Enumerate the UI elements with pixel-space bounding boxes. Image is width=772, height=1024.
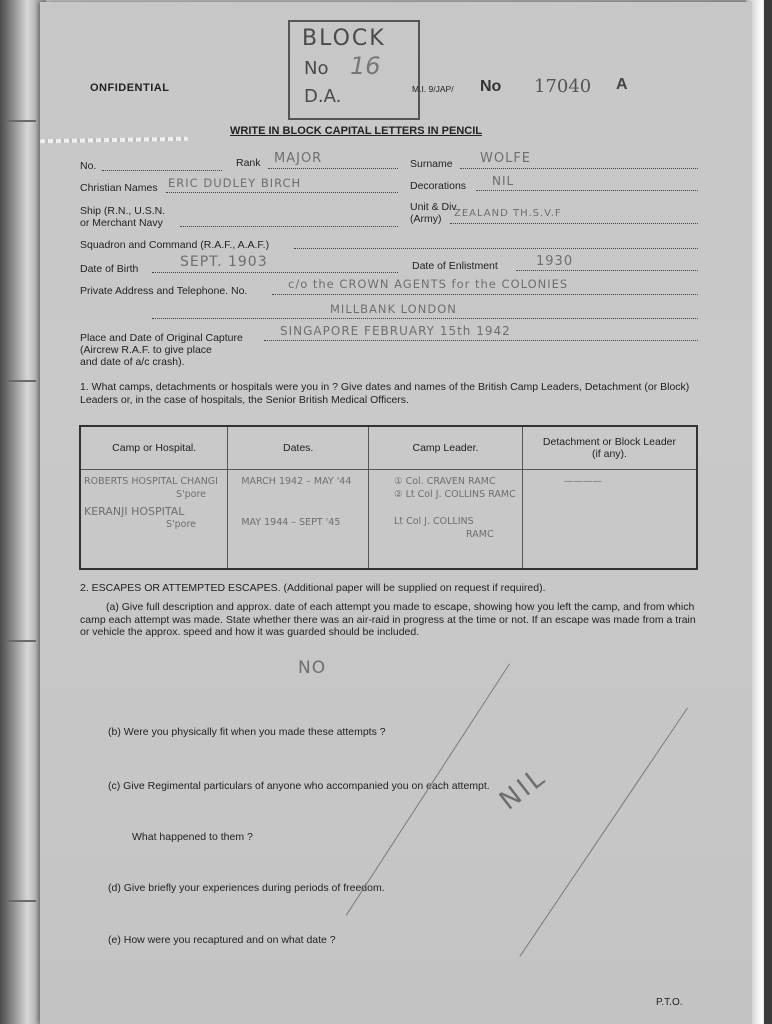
header-dates: Dates. (228, 426, 369, 470)
address-value-1: c/o the CROWN AGENTS for the COLONIES (288, 277, 569, 291)
serial-suffix: A (616, 76, 628, 93)
decorations-value: NIL (492, 174, 515, 188)
pto-label: P.T.O. (656, 997, 683, 1008)
number-label: No (480, 78, 502, 95)
camp-leader-cell: ① Col. CRAVEN RAMC ② Lt Col J. COLLINS RAMC Lt Col J. COLLINS RAMC (369, 470, 523, 570)
unit-value: ZEALAND TH.S.V.F (454, 208, 562, 219)
decorations-label: Decorations (410, 180, 467, 192)
detachment-leader-cell: ———— (522, 470, 697, 570)
ship-label-2: or Merchant Navy (80, 217, 163, 229)
stamp-line3: D.A. (304, 86, 342, 107)
capture-label-2: (Aircrew R.A.F. to give place (80, 344, 212, 356)
christian-names-label: Christian Names (80, 182, 158, 194)
question-2c-followup: What happened to them ? (132, 831, 253, 843)
question-2d: (d) Give briefly your experiences during periods of freedom. (108, 882, 385, 894)
rank-label: Rank (236, 157, 261, 169)
rank-value: MAJOR (274, 151, 323, 166)
unit-label-1: Unit & Div. (410, 201, 459, 213)
address-label: Private Address and Telephone. No. (80, 285, 248, 297)
pencil-stroke (519, 707, 688, 956)
question-2e: (e) How were you recaptured and on what date ? (108, 934, 336, 946)
question-2a: (a) Give full description and approx. date of each attempt you made to escape, showing how you left the camp, and from which camp each attempt was made. State whether there was an air-raid in progress at the time or not. If an escape was made from a train or vehicle the approx. speed and how it was guarded should be included. (80, 601, 696, 638)
squadron-label: Squadron and Command (R.A.F., A.A.F.) (80, 239, 270, 251)
capture-label-1: Place and Date of Original Capture (80, 332, 243, 344)
camp-cell: ROBERTS HOSPITAL CHANGI S'pore KERANJI HOSPITAL S'pore (80, 470, 228, 570)
confidential-label: ONFIDENTIAL (90, 82, 170, 94)
form-code: M.I. 9/JAP/ (412, 84, 454, 94)
question-2c: (c) Give Regimental particulars of anyone who accompanied you on each attempt. (108, 780, 490, 792)
header-camp: Camp or Hospital. (80, 426, 228, 470)
header-detachment-leader: Detachment or Block Leader (if any). (522, 426, 697, 470)
enlistment-value: 1930 (536, 254, 574, 269)
dob-value: SEPT. 1903 (180, 254, 268, 270)
address-value-2: MILLBANK LONDON (330, 302, 457, 316)
stamp-line2: No (304, 58, 329, 79)
surname-label: Surname (410, 158, 453, 170)
unit-label-2: (Army) (410, 213, 442, 225)
ship-label-1: Ship (R.N., U.S.N. (80, 205, 166, 217)
dob-label: Date of Birth (80, 263, 139, 275)
camps-table (79, 425, 698, 570)
instruction-heading: WRITE IN BLOCK CAPITAL LETTERS IN PENCIL (230, 125, 482, 137)
table-row (80, 470, 697, 570)
stamp-line1: BLOCK (302, 26, 386, 51)
no-label: No. (80, 160, 97, 172)
surname-value: WOLFE (480, 151, 532, 166)
serial-number: 17040 (534, 76, 592, 97)
capture-label-3: and date of a/c crash). (80, 356, 185, 368)
block-stamp (288, 20, 420, 120)
christian-names-value: ERIC DUDLEY BIRCH (168, 176, 302, 190)
stamp-number: 16 (350, 52, 381, 80)
pow-questionnaire-form (40, 2, 752, 1024)
dates-cell: MARCH 1942 – MAY '44 MAY 1944 – SEPT '45 (228, 470, 369, 570)
header-camp-leader: Camp Leader. (369, 426, 523, 470)
binding-string (40, 137, 188, 144)
answer-2a: NO (298, 658, 327, 678)
capture-value: SINGAPORE FEBRUARY 15th 1942 (280, 324, 511, 338)
question-2b: (b) Were you physically fit when you made these attempts ? (108, 726, 386, 738)
answer-nil: NIL (494, 761, 553, 817)
enlistment-label: Date of Enlistment (412, 260, 498, 272)
question-2-title: 2. ESCAPES OR ATTEMPTED ESCAPES. (Additional paper will be supplied on request if required). (80, 582, 546, 594)
question-1: 1. What camps, detachments or hospitals were you in ? Give dates and names of the British Camp Leaders, Detachment (or Block) Leaders or, in the case of hospitals, the Senior British Medical Officers. (80, 381, 690, 406)
